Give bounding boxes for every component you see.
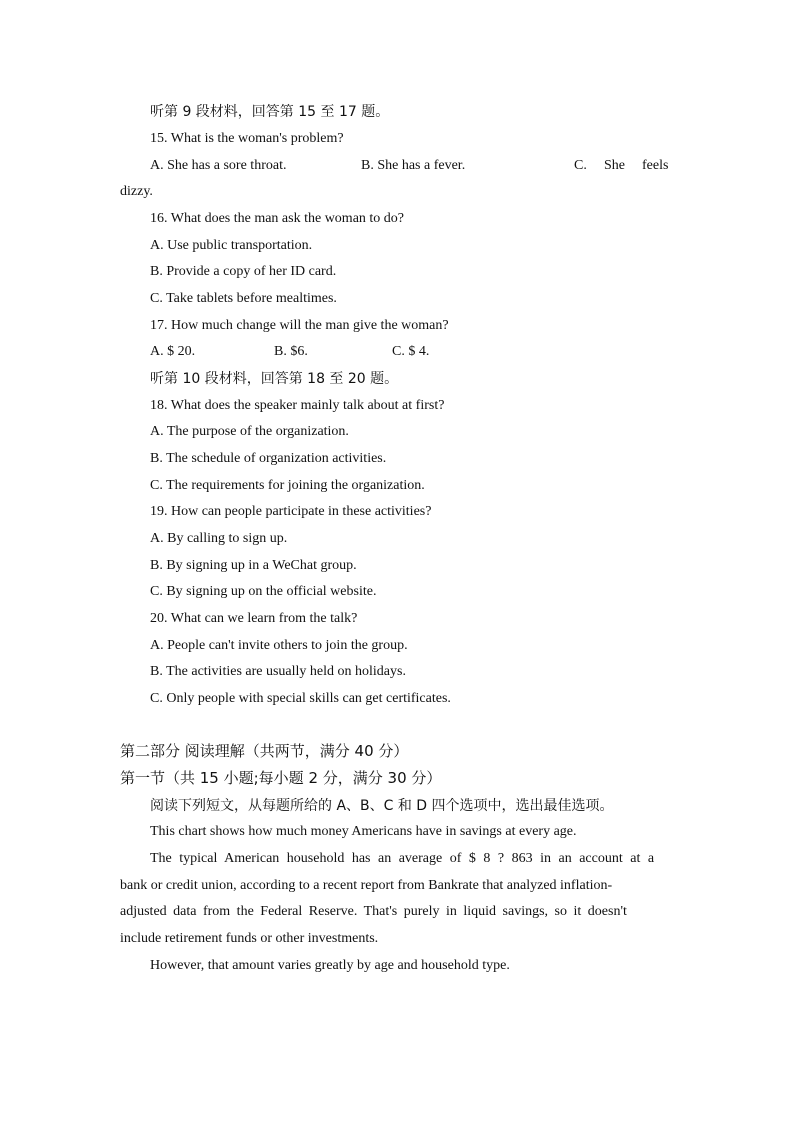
question-18-option-c: C. The requirements for joining the organization. bbox=[150, 478, 425, 493]
question-18-option-b: B. The schedule of organization activities. bbox=[150, 451, 387, 466]
question-18-stem: 18. What does the speaker mainly talk about at first? bbox=[150, 398, 445, 413]
question-16-option-b: B. Provide a copy of her ID card. bbox=[150, 264, 337, 279]
question-15-option-a: A. She has a sore throat. bbox=[150, 158, 287, 173]
question-19-stem: 19. How can people participate in these activities? bbox=[150, 504, 432, 519]
question-19-option-c: C. By signing up on the official website. bbox=[150, 584, 377, 599]
question-20-option-c: C. Only people with special skills can get certificates. bbox=[150, 691, 451, 706]
question-20-option-a: A. People can't invite others to join the group. bbox=[150, 638, 408, 653]
question-15-option-c-word-1: She bbox=[604, 158, 625, 173]
question-16-option-a: A. Use public transportation. bbox=[150, 238, 313, 253]
passage-paragraph-2-line-4: include retirement funds or other investments. bbox=[120, 931, 379, 946]
question-15-option-b: B. She has a fever. bbox=[361, 158, 466, 173]
question-20-stem: 20. What can we learn from the talk? bbox=[150, 611, 358, 626]
question-17-option-b: B. $6. bbox=[274, 344, 308, 359]
passage-paragraph-2-line-3: adjusted data from the Federal Reserve. That's purely in liquid savings, so it doesn't bbox=[120, 904, 627, 919]
passage-paragraph-1: This chart shows how much money Americans have in savings at every age. bbox=[150, 824, 577, 839]
question-17-stem: 17. How much change will the man give the woman? bbox=[150, 318, 449, 333]
question-16-stem: 16. What does the man ask the woman to do? bbox=[150, 211, 405, 226]
material-10-header: 听第 10 段材料，回答第 18 至 20 题。 bbox=[150, 371, 399, 387]
question-15-option-c-label: C. bbox=[574, 158, 587, 173]
question-18-option-a: A. The purpose of the organization. bbox=[150, 424, 349, 439]
passage-paragraph-2-line-2: bank or credit union, according to a recent report from Bankrate that analyzed inflation- bbox=[120, 878, 613, 893]
passage-paragraph-2-line-1: The typical American household has an average of $ 8 ? 863 in an account at a bbox=[150, 851, 655, 866]
question-17-option-c: C. $ 4. bbox=[392, 344, 430, 359]
section-1-title: 第一节（共 15 小题;每小题 2 分，满分 30 分） bbox=[120, 769, 442, 787]
question-17-option-a: A. $ 20. bbox=[150, 344, 196, 359]
question-15-option-c-word-2: feels bbox=[642, 158, 669, 173]
reading-instruction: 阅读下列短文，从每题所给的 A、B、C 和 D 四个选项中，选出最佳选项。 bbox=[150, 798, 614, 814]
question-15-stem: 15. What is the woman's problem? bbox=[150, 131, 344, 146]
material-9-header: 听第 9 段材料，回答第 15 至 17 题。 bbox=[150, 104, 390, 120]
question-19-option-a: A. By calling to sign up. bbox=[150, 531, 288, 546]
question-19-option-b: B. By signing up in a WeChat group. bbox=[150, 558, 357, 573]
passage-paragraph-3: However, that amount varies greatly by age and household type. bbox=[150, 958, 510, 973]
question-20-option-b: B. The activities are usually held on holidays. bbox=[150, 664, 406, 679]
part-2-title: 第二部分 阅读理解（共两节，满分 40 分） bbox=[120, 742, 409, 760]
question-16-option-c: C. Take tablets before mealtimes. bbox=[150, 291, 337, 306]
question-15-option-c-continued: dizzy. bbox=[120, 184, 153, 199]
